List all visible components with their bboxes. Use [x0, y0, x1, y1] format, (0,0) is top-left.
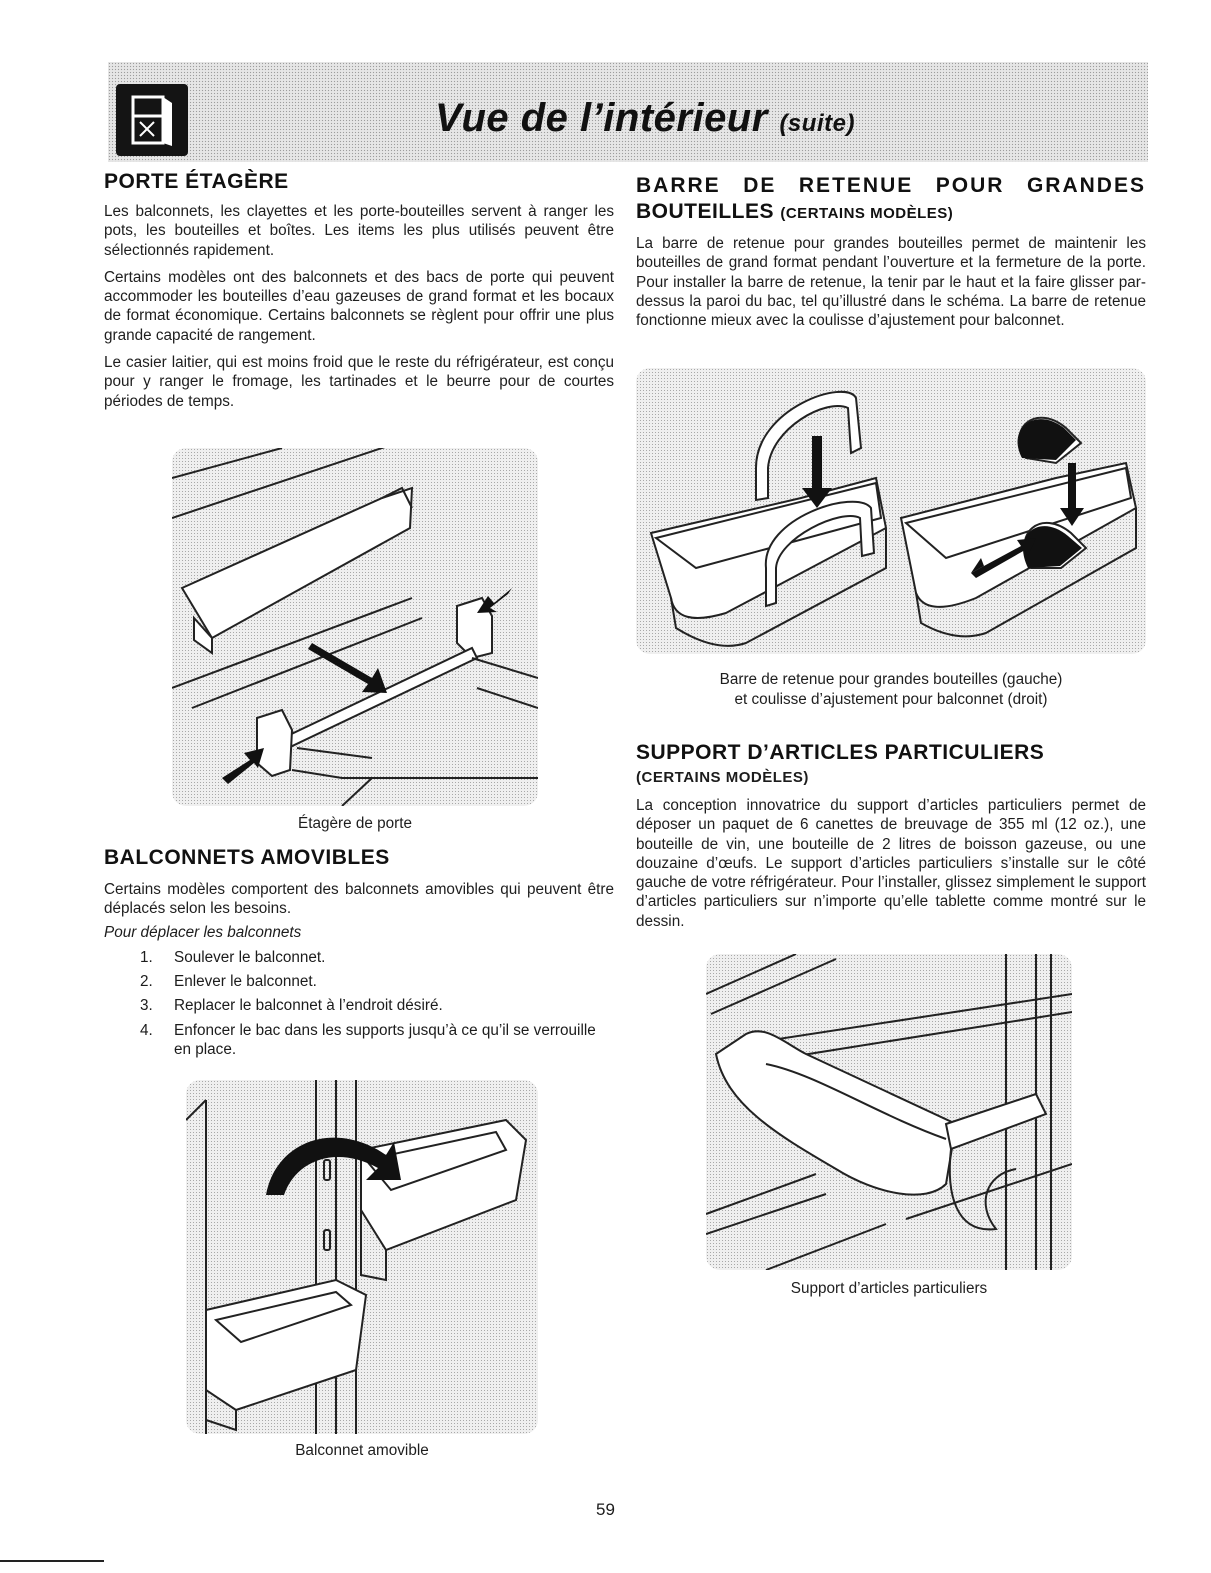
caption-line: Barre de retenue pour grandes bouteilles (gauche) [719, 671, 1063, 688]
paragraph: Certains modèles comportent des balconnets amovibles qui peuvent être déplacés selon les besoins. [104, 881, 614, 918]
figure-caption: Support d’articles particuliers [790, 1280, 988, 1297]
heading-support-articles: SUPPORT D’ARTICLES PARTICULIERS [636, 741, 1045, 764]
heading-word: BARRE [636, 174, 721, 197]
step-text: Replacer le balconnet à l’endroit désiré. [174, 997, 443, 1015]
heading-word: GRANDES [1026, 174, 1146, 197]
step-number: 1. [140, 948, 153, 966]
heading-word: POUR [935, 174, 1005, 197]
heading-barre-retenue-line2 [636, 200, 1146, 224]
step-text: Soulever le balconnet. [174, 948, 326, 966]
title-text: Vue de l’intérieur [435, 96, 768, 140]
paragraph: Certains modèles ont des balconnets et des bacs de porte qui peuvent accommoder les bouteilles d’eau gazeuses de grand format et les bocaux de format économique. Certains balconnets se règlent pour offrir une plus grande capacité de rangement. [104, 268, 614, 344]
removable-bin-illustration [186, 1080, 538, 1434]
page-number: 59 [596, 1500, 615, 1519]
list-item [104, 996, 614, 1015]
section-balconnets-amovibles [104, 846, 614, 1064]
footer-rule [0, 1560, 104, 1562]
steps-list [104, 948, 614, 1059]
figure-caption: Étagère de porte [298, 815, 412, 832]
paragraph: Les balconnets, les clayettes et les porte-bouteilles servent à ranger les pots, les bouteilles et boîtes. Les items les plus utilisés peuvent être sélectionnés rapidement. [104, 203, 614, 259]
step-text: Enlever le balconnet. [174, 973, 317, 991]
paragraph: La conception innovatrice du support d’articles particuliers permet de déposer un paquet de 6 canettes de breuvage de 355 ml (12 oz.), une bouteille de vin, une bouteille de 2 litres de boisson gazeuse, ou une douzaine d’œufs. Le support d’articles particuliers s’installe sur le côté gauche de votre réfrigérateur. Pour l’installer, glissez simplement le support d’articles particuliers sur n’importe qu’elle tablette comme montré sur le dessin. [636, 797, 1146, 930]
title-suffix: (suite) [779, 110, 855, 137]
heading-word: BOUTEILLES [636, 200, 775, 223]
list-item [104, 948, 614, 967]
section-barre-retenue [636, 174, 1146, 330]
heading-word: RETENUE [798, 174, 914, 197]
paragraph: La barre de retenue pour grandes bouteilles permet de maintenir les bouteilles de grand format pendant l’ouverture et la fermeture de la porte. Pour installer la barre de retenue, la tenir par le haut et la faire glisser par-dessus la paroi du bac, tel qu’illustré dans le schéma. La barre de retenue fonctionne mieux avec la coulisse d’ajustement pour balconnet. [636, 235, 1146, 330]
section-support-articles [636, 741, 1146, 931]
figure-caption [636, 670, 1146, 709]
figure-caption: Balconnet amovible [295, 1442, 429, 1459]
subheading-deplacer: Pour déplacer les balconnets [104, 923, 302, 941]
heading-porte-etagere: PORTE ÉTAGÈRE [104, 170, 289, 193]
step-text: Enfoncer le bac dans les supports jusqu’à ce qu’il se verrouille en place. [174, 1021, 596, 1059]
list-item [104, 1021, 614, 1060]
door-shelf-illustration [172, 448, 538, 806]
heading-barre-retenue [636, 174, 1146, 198]
paragraph: Le casier laitier, qui est moins froid que le reste du réfrigérateur, est conçu pour y ranger le fromage, les tartinades et le beurre pour de courtes périodes de temps. [104, 354, 614, 410]
special-items-rack-illustration [706, 954, 1072, 1270]
heading-models: (CERTAINS MODÈLES) [780, 205, 954, 222]
caption-line: et coulisse d’ajustement pour balconnet (droit) [734, 690, 1048, 708]
step-number: 2. [140, 973, 153, 991]
heading-balconnets-amovibles: BALCONNETS AMOVIBLES [104, 846, 390, 869]
page-title [435, 96, 855, 141]
heading-word: DE [743, 174, 777, 197]
bottle-bar-illustration [636, 368, 1146, 654]
heading-models: (CERTAINS MODÈLES) [636, 769, 809, 786]
step-number: 4. [140, 1021, 153, 1039]
refrigerator-door-icon [116, 84, 188, 156]
list-item [104, 972, 614, 991]
section-porte-etagere [104, 170, 614, 411]
step-number: 3. [140, 997, 153, 1015]
